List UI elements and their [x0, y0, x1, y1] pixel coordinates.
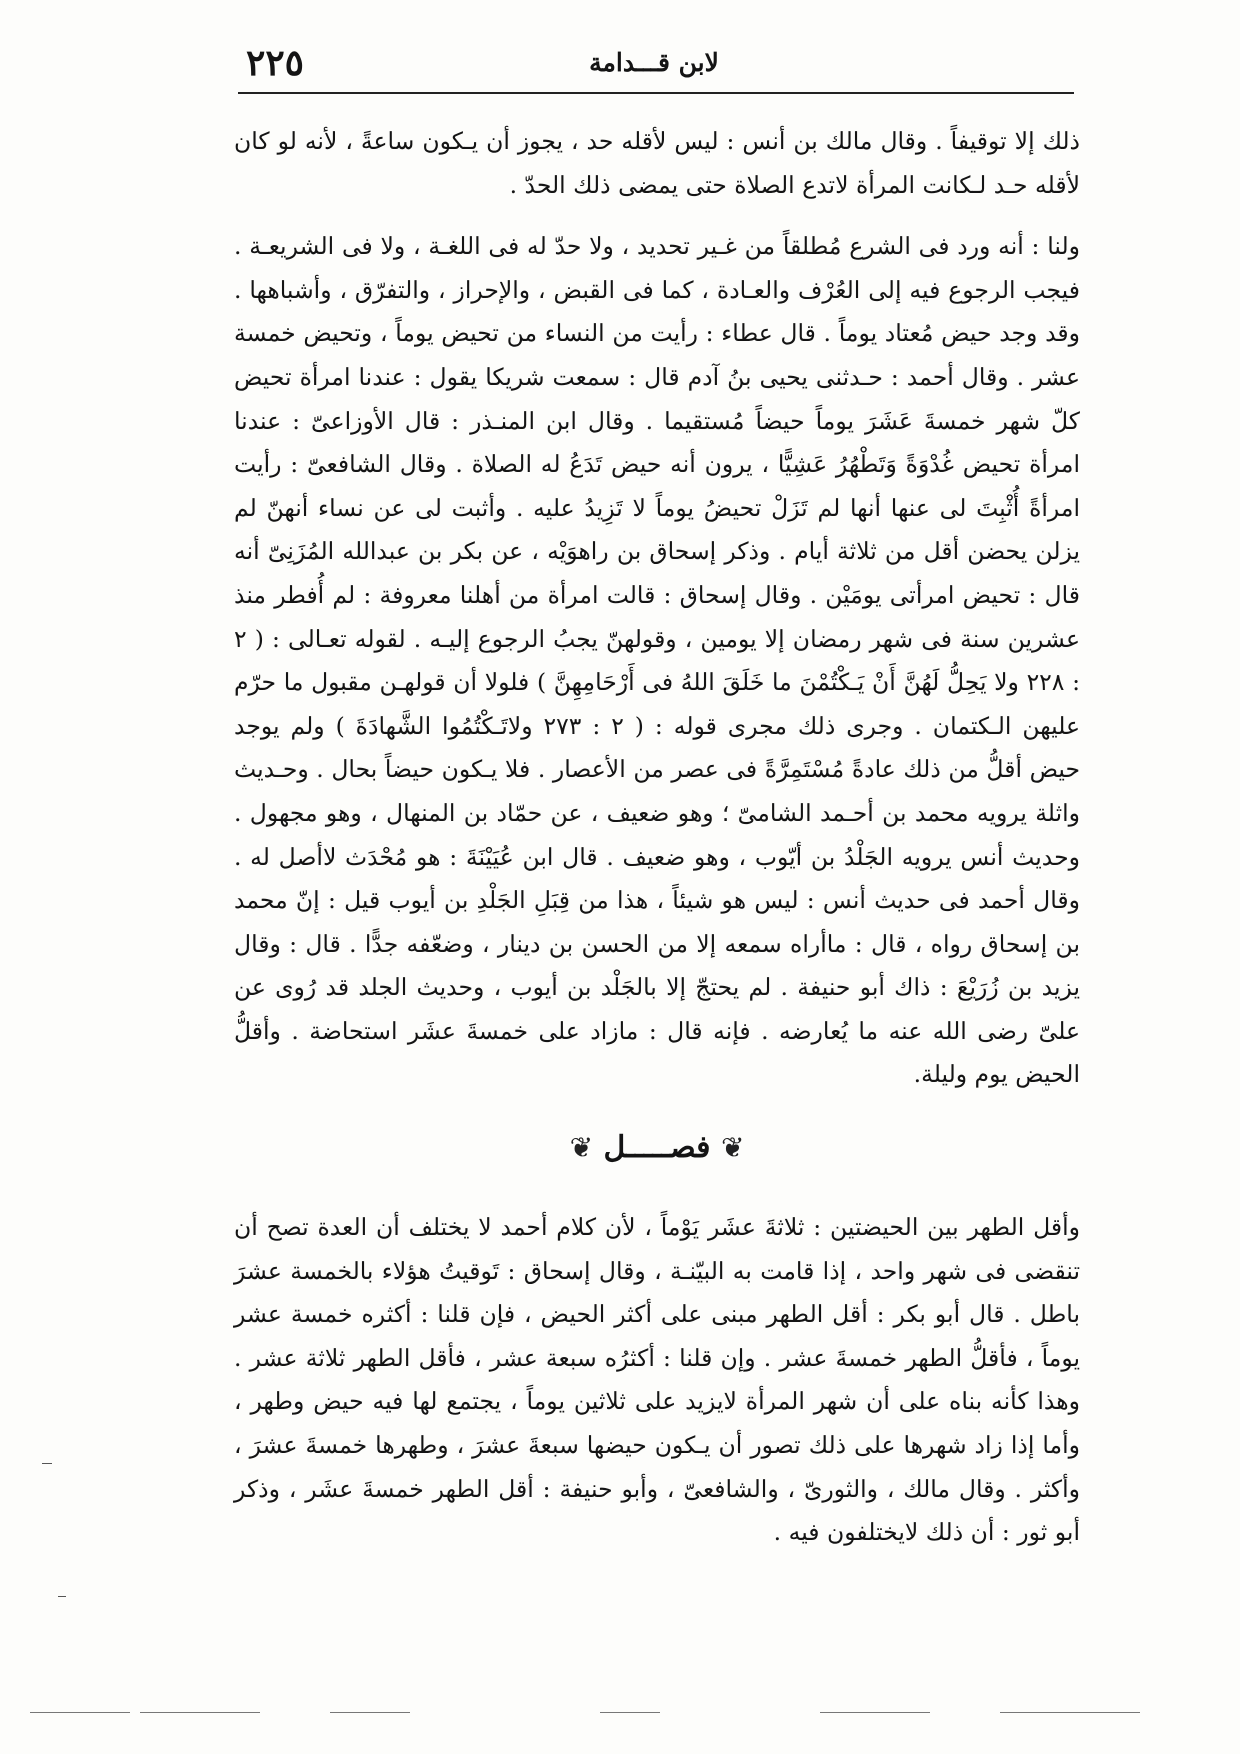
scan-rule: [30, 1712, 130, 1713]
ornament-left-icon: ❦: [569, 1131, 594, 1164]
section-text: [234, 1206, 1080, 1555]
paragraph-2: ولنا : أنه ورد فى الشرع مُطلقاً من غـير تحديد ، ولا حدّ له فى اللغـة ، ولا فى الشريعـة . فيجب الرجوع فيه إلى العُرْف والعـادة ، كما فى القبض ، والإحراز ، والتفرّق ، وأشباهها . وقد وجد حيض مُعتاد يوماً . قال عطاء : رأيت من النساء من تحيض يوماً ، وتحيض خمسة عشر . وقال أحمد : حـدثنى يحيى بنُ آدم قال : سمعت شريكا يقول : عندنا امرأة تحيض كلّ شهر خمسةَ عَشَرَ يوماً حيضاً مُستقيما . وقال ابن المنـذر : قال الأوزاعىّ : عندنا امرأة تحيض غُدْوَةً وَتَطْهُرُ عَشِيًّا ، يرون أنه حيض تَدَعُ له الصلاة . وقال الشافعىّ : رأيت امرأةً أُثْبِتَ لى عنها أنها لم تَزَلْ تحيضُ يوماً لا تَزِيدُ عليه . وأثبت لى عن نساء أنهنّ لم يزلن يحضن أقل من ثلاثة أيام . وذكر إسحاق بن راهوَيْه ، عن بكر بن عبدالله المُزَنِىّ أنه قال : تحيض امرأتى يومَيْن . وقال إسحاق : قالت امرأة من أهلنا معروفة : لم أُفطر منذ عشرين سنة فى شهر رمضان إلا يومين ، وقولهنّ يجبُ الرجوع إليـه . لقوله تعـالى : ( ٢ : ٢٢٨ ولا يَحِلُّ لَهُنَّ أَنْ يَـكْتُمْنَ ما خَلَقَ اللهُ فى أَرْحَامِهِنَّ ) فلولا أن قولهـن مقبول ما حرّم عليهن الـكتمان . وجرى ذلك مجرى قوله : ( ٢ : ٢٧٣ ولاتَـكْتُمُوا الشَّهادَةَ ) ولم يوجد حيض أقلُّ من ذلك عادةً مُسْتَمِرَّةً فى عصر من الأعصار . فلا يـكون حيضاً بحال . وحـديث واثلة يرويه محمد بن أحـمد الشامىّ ؛ وهو ضعيف ، عن حمّاد بن المنهال ، وهو مجهول . وحديث أنس يرويه الجَلْدُ بن أيّوب ، وهو ضعيف . قال ابن عُيَيْنَةَ : هو مُحْدَث لاأصل له . وقال أحمد فى حديث أنس : ليس هو شيئاً ، هذا من قِبَلِ الجَلْدِ بن أيوب قيل : إنّ محمد بن إسحاق رواه ، قال : ماأراه سمعه إلا من الحسن بن دينار ، وضعّفه جدًّا . قال : وقال يزيد بن زُرَيْعَ : ذاك أبو حنيفة . لم يحتجّ إلا بالجَلْد بن أيوب ، وحديث الجلد قد رُوى عن علىّ رضى الله عنه ما يُعارضه . فإنه قال : مازاد على خمسةَ عشَر استحاضة . وأقلُّ الحيض يوم وليلة.: [234, 232, 1081, 1089]
scan-rule: [1000, 1712, 1140, 1713]
scan-rule: [140, 1712, 260, 1713]
running-title: لابن قـــدامة: [589, 48, 719, 77]
section-title: فصـــــل: [603, 1130, 711, 1165]
main-text: [234, 120, 1080, 1097]
scan-mark: [58, 1596, 66, 1597]
section-paragraph: وأقل الطهر بين الحيضتين : ثلاثةَ عشَر يَوْماً ، لأن كلام أحمد لا يختلف أن العدة تصح أن تنقضى فى شهر واحد ، إذا قامت به البيّنـة ، وقال إسحاق : تَوقيتُ هؤلاء بالخمسة عشرَ باطل . قال أبو بكر : أقل الطهر مبنى على أكثر الحيض ، فإن قلنا : أكثره خمسة عشر يوماً ، فأقلُّ الطهر خمسةَ عشر . وإن قلنا : أكثرُه سبعة عشر ، فأقل الطهر ثلاثة عشر . وهذا كأنه بناه على أن شهر المرأة لايزيد على ثلاثين يوماً ، يجتمع لها فيه حيض وطهر ، وأما إذا زاد شهرها على ذلك تصور أن يـكون حيضها سبعةَ عشرَ ، وطهرها خمسةَ عشرَ ، وأكثر . وقال مالك ، والثورىّ ، والشافعىّ ، وأبو حنيفة : أقل الطهر خمسةَ عشَر ، وذكر أبو ثور : أن ذلك لايختلفون فيه .: [234, 1213, 1080, 1547]
page-header: [238, 42, 1070, 94]
section-heading: [234, 1130, 1080, 1186]
scan-rule: [600, 1712, 660, 1713]
header-rule: [238, 92, 1074, 94]
page-number: ٢٢٥: [246, 42, 305, 84]
scan-mark: [42, 1463, 52, 1464]
paragraph-1: ذلك إلا توقيفاً . وقال مالك بن أنس : ليس لأقله حد ، يجوز أن يـكون ساعةً ، لأنه لو كان لأقله حـد لـكانت المرأة لاتدع الصلاة حتى يمضى ذلك الحدّ .: [234, 127, 1080, 199]
scan-rule: [330, 1712, 410, 1713]
scan-rule: [820, 1712, 930, 1713]
ornament-right-icon: ❦: [720, 1131, 745, 1164]
